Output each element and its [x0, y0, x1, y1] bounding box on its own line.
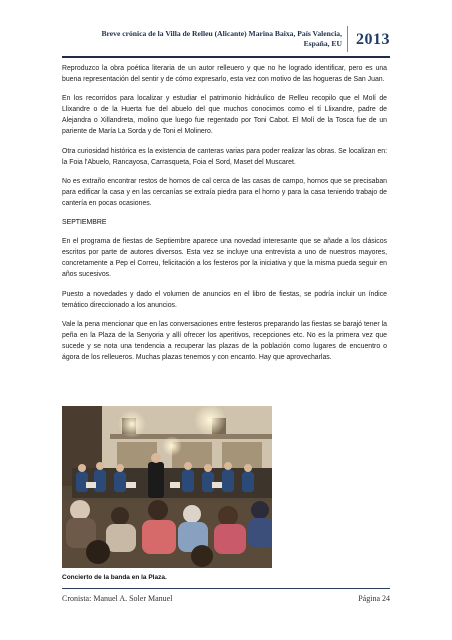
header-title-line-2: España, EU: [303, 39, 342, 48]
section-title: SEPTIEMBRE: [62, 219, 107, 227]
header-title-line-1: Breve crónica de la Villa de Relleu (Alicante) Marina Baixa, País Valencia,: [101, 29, 342, 38]
page-header: [62, 20, 390, 58]
footer-page-number: Página 24: [358, 594, 390, 603]
footer-rule: [62, 588, 390, 589]
paragraph: Reproduzco la obra poética literaria de un autor relleuero y que no he logrado identificar, pero es una buena representación del sentir y de cómo expresarlo, esta vez con motivo de las hogueras de San Juan.: [62, 65, 387, 84]
page-body: [62, 63, 387, 371]
paragraph: Puesto a novedades y dado el volumen de anuncios en el libro de fiestas, se podría incluir un índice temático direccionado a los anuncios.: [62, 290, 387, 309]
header-title: [42, 29, 342, 49]
header-year: 2013: [356, 31, 390, 48]
paragraph: En el programa de fiestas de Septiembre aparece una novedad interesante que se añade a los clásicos escritos por parte de autores diversos. Esta vez se incluye una entrevista a uno de nuestros mayores, concretamente a Pep el Correu, felicitación a los festeros por la iniciativa y que la misma pueda seguir en años sucesivos.: [62, 238, 387, 279]
paragraph: Vale la pena mencionar que en las conversaciones entre festeros preparando las fiestas se barajó tener la peña en la Plaza de la Senyoria y allí ofrecer los aperitivos, recepciones etc. No es la primera vez que sucede y se nota una tendencia a recuperar las plazas de la población como lugares de encuentro o ágora de los relleueros. Muchas plazas tenemos y con encanto. Hay que aprovecharlas.: [62, 320, 387, 361]
paragraph: Otra curiosidad histórica es la existencia de canteras varias para poder realizar las obras. Se localizan en: la Foia l'Abuelo, Rancayosa, Carrasqueta, Foia el Sord, Maset del Muscaret.: [62, 147, 387, 166]
photo-caption: Concierto de la banda en la Plaza.: [62, 574, 167, 581]
paragraph: En los recorridos para localizar y estudiar el patrimonio hidráulico de Relleu recopilo que el Molí de Llixandre o de la Huerta fue del abuelo del que muchos conocimos como el tí Llixandre, padre de Alejandra o Xillandreta, molino que luego fue regentado por Toni Cabot. El Molí de la Tosca fue de un pariente de María La Sorda y de Toni el Molinero.: [62, 95, 387, 136]
header-divider: [347, 26, 348, 52]
footer-author: Cronista: Manuel A. Soler Manuel: [62, 594, 173, 603]
band-concert-photo: [62, 406, 272, 568]
paragraph: No es extraño encontrar restos de hornos de cal cerca de las casas de campo, hornos que se precisaban para edificar la casa y en las cercanías se extraía piedra para el horno y para la casa teniendo trabajo de cantería en pocas ocasiones.: [62, 177, 387, 207]
header-rule: [62, 56, 390, 58]
